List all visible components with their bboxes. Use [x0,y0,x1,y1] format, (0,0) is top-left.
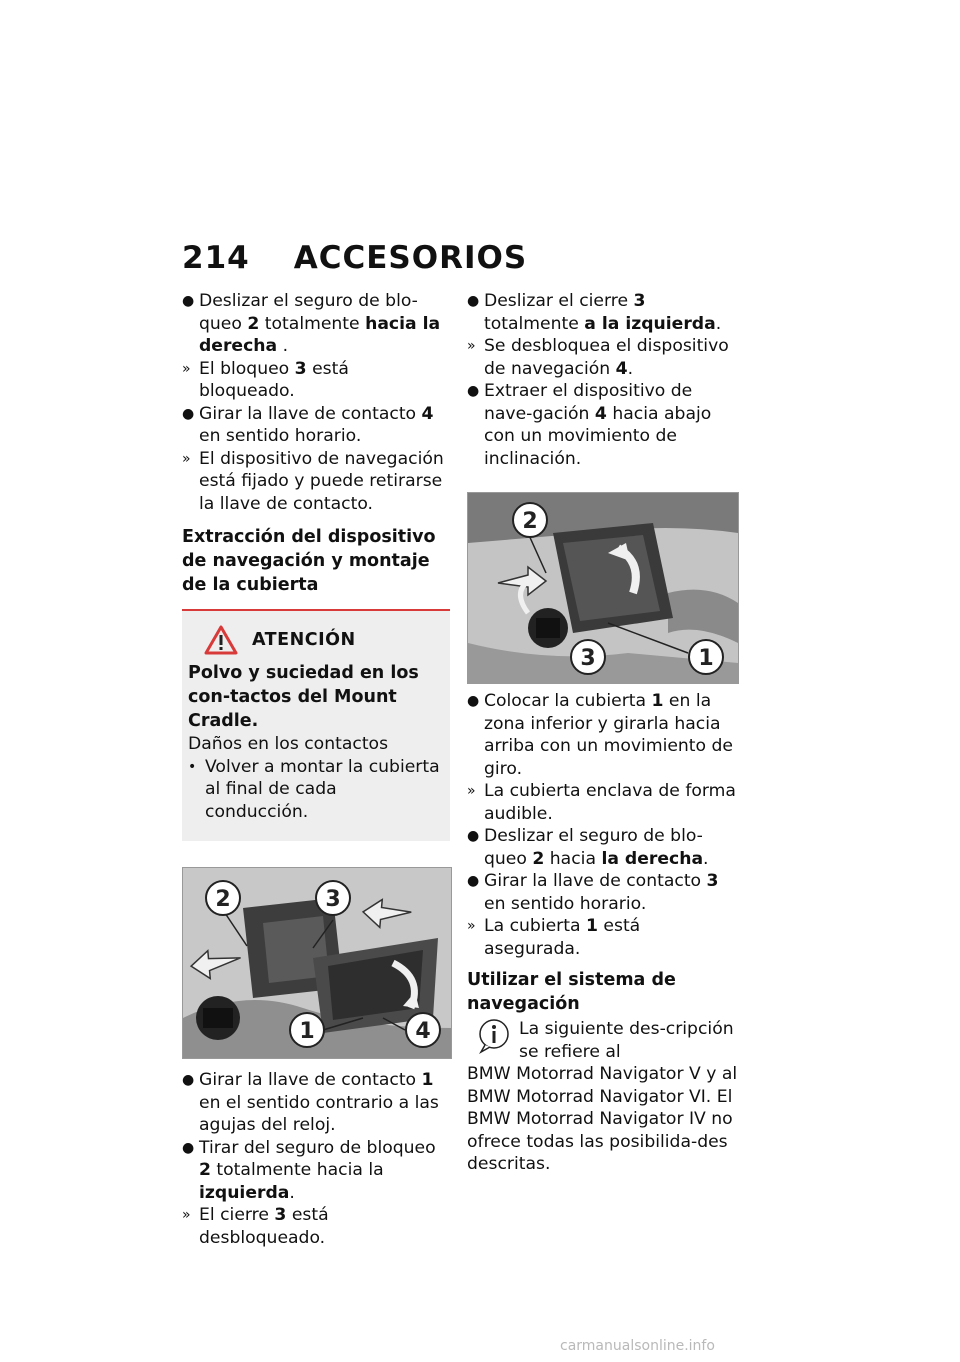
bullet-marker: ● [467,693,480,709]
svg-text:2: 2 [215,887,231,912]
right-step-item: ● Girar la llave de contacto 3 en sentido horario. [467,871,719,914]
bullet-marker: ● [467,293,480,309]
result-marker: » [467,918,476,934]
left-step-item: ● Tirar del seguro de bloqueo 2 totalmente hacia la izquierda. [182,1137,436,1203]
left-step-item: ● Deslizar el seguro de blo-queo 2 totalmente hacia la derecha . [182,291,441,356]
bullet-marker: • [188,758,197,775]
svg-text:3: 3 [325,887,341,912]
figure-right-illustration [468,493,738,683]
right-column [467,290,739,1176]
right-step-item: ● Deslizar el seguro de blo-queo 2 hacia la derecha. [467,826,709,869]
figure-right [467,492,739,684]
svg-text:1: 1 [698,646,714,671]
figure-left-illustration [183,868,451,1058]
warning-bullet: • Volver a montar la cubierta al final de cada conducción. [188,756,440,822]
right-step-item: ● Extraer el dispositivo de nave-gación 4 hacia abajo con un movimiento de inclinación. [467,381,712,469]
result-marker: » [467,338,476,354]
result-marker: » [182,360,191,377]
figure-right-callout-1 [689,640,723,674]
section-title: ACCESORIOS [293,240,528,276]
warning-strong: Polvo y suciedad en los con-tactos del Mount Cradle. [188,663,419,731]
left-column [182,290,450,1249]
figure-right-callout-3 [571,640,605,674]
bullet-marker: ● [182,1139,195,1156]
warning-text: Daños en los contactos [188,734,389,754]
svg-text:3: 3 [580,646,596,671]
left-step-item: ● Girar la llave de contacto 1 en el sentido contrario a las agujas del reloj. [182,1070,439,1135]
page-number: 214 [182,240,250,276]
warning-title: ATENCIÓN [252,630,356,650]
right-step-item: » La cubierta 1 está asegurada. [467,916,641,959]
bullet-marker: ● [467,873,480,889]
result-marker: » [467,783,476,799]
right-step-item: ● Deslizar el cierre 3 totalmente a la izquierda. [467,291,722,334]
left-step-item: » El bloqueo 3 está bloqueado. [182,358,349,401]
right-steps-1 [467,290,739,470]
left-subheading: Extracción del dispositivo de navegación y montaje de la cubierta [182,527,436,595]
result-marker: » [182,450,191,467]
left-step-item: » El cierre 3 está desbloqueado. [182,1205,329,1248]
info-note [467,1018,739,1063]
result-marker: » [182,1207,191,1223]
warning-triangle-icon [204,625,238,655]
bullet-marker: ● [182,405,195,422]
svg-text:1: 1 [299,1019,315,1044]
bullet-marker: ● [182,1072,195,1088]
figure-left-callout-2 [206,881,240,915]
bullet-marker: ● [182,293,195,309]
right-steps-2 [467,690,739,960]
right-step-item: » Se desbloquea el dispositivo de navegación 4. [467,336,729,379]
svg-text:2: 2 [522,509,538,534]
warning-box [182,609,450,841]
bullet-marker: ● [467,383,480,399]
svg-text:4: 4 [415,1019,431,1044]
info-text-inline: La siguiente des-cripción se refiere al [519,1019,734,1062]
figure-left-callout-4 [406,1013,440,1047]
info-icon [477,1018,511,1054]
info-text-rest: BMW Motorrad Navigator V y al BMW Motorrad Navigator VI. El BMW Motorrad Navigator IV no ofrece todas las posibilida-des descritas. [467,1064,738,1174]
right-step-item: ● Colocar la cubierta 1 en la zona inferior y girarla hacia arriba con un movimiento de giro. [467,691,734,779]
figure-left-callout-3 [316,881,350,915]
left-step-item: ● Girar la llave de contacto 4 en sentido horario. [182,403,434,446]
figure-right-callout-2 [513,503,547,537]
bullet-marker: ● [467,828,480,844]
right-subheading: Utilizar el sistema de navegación [467,970,676,1014]
right-step-item: » La cubierta enclava de forma audible. [467,781,736,824]
left-steps-2 [182,1069,450,1249]
left-steps-1 [182,290,450,515]
watermark: carmanualsonline.info [560,1338,715,1354]
page-header [182,240,527,276]
warning-header [204,625,444,655]
left-step-item: » El dispositivo de navegación está fijado y puede retirarse la llave de contacto. [182,448,444,514]
figure-left [182,867,452,1059]
figure-left-callout-1 [290,1013,324,1047]
